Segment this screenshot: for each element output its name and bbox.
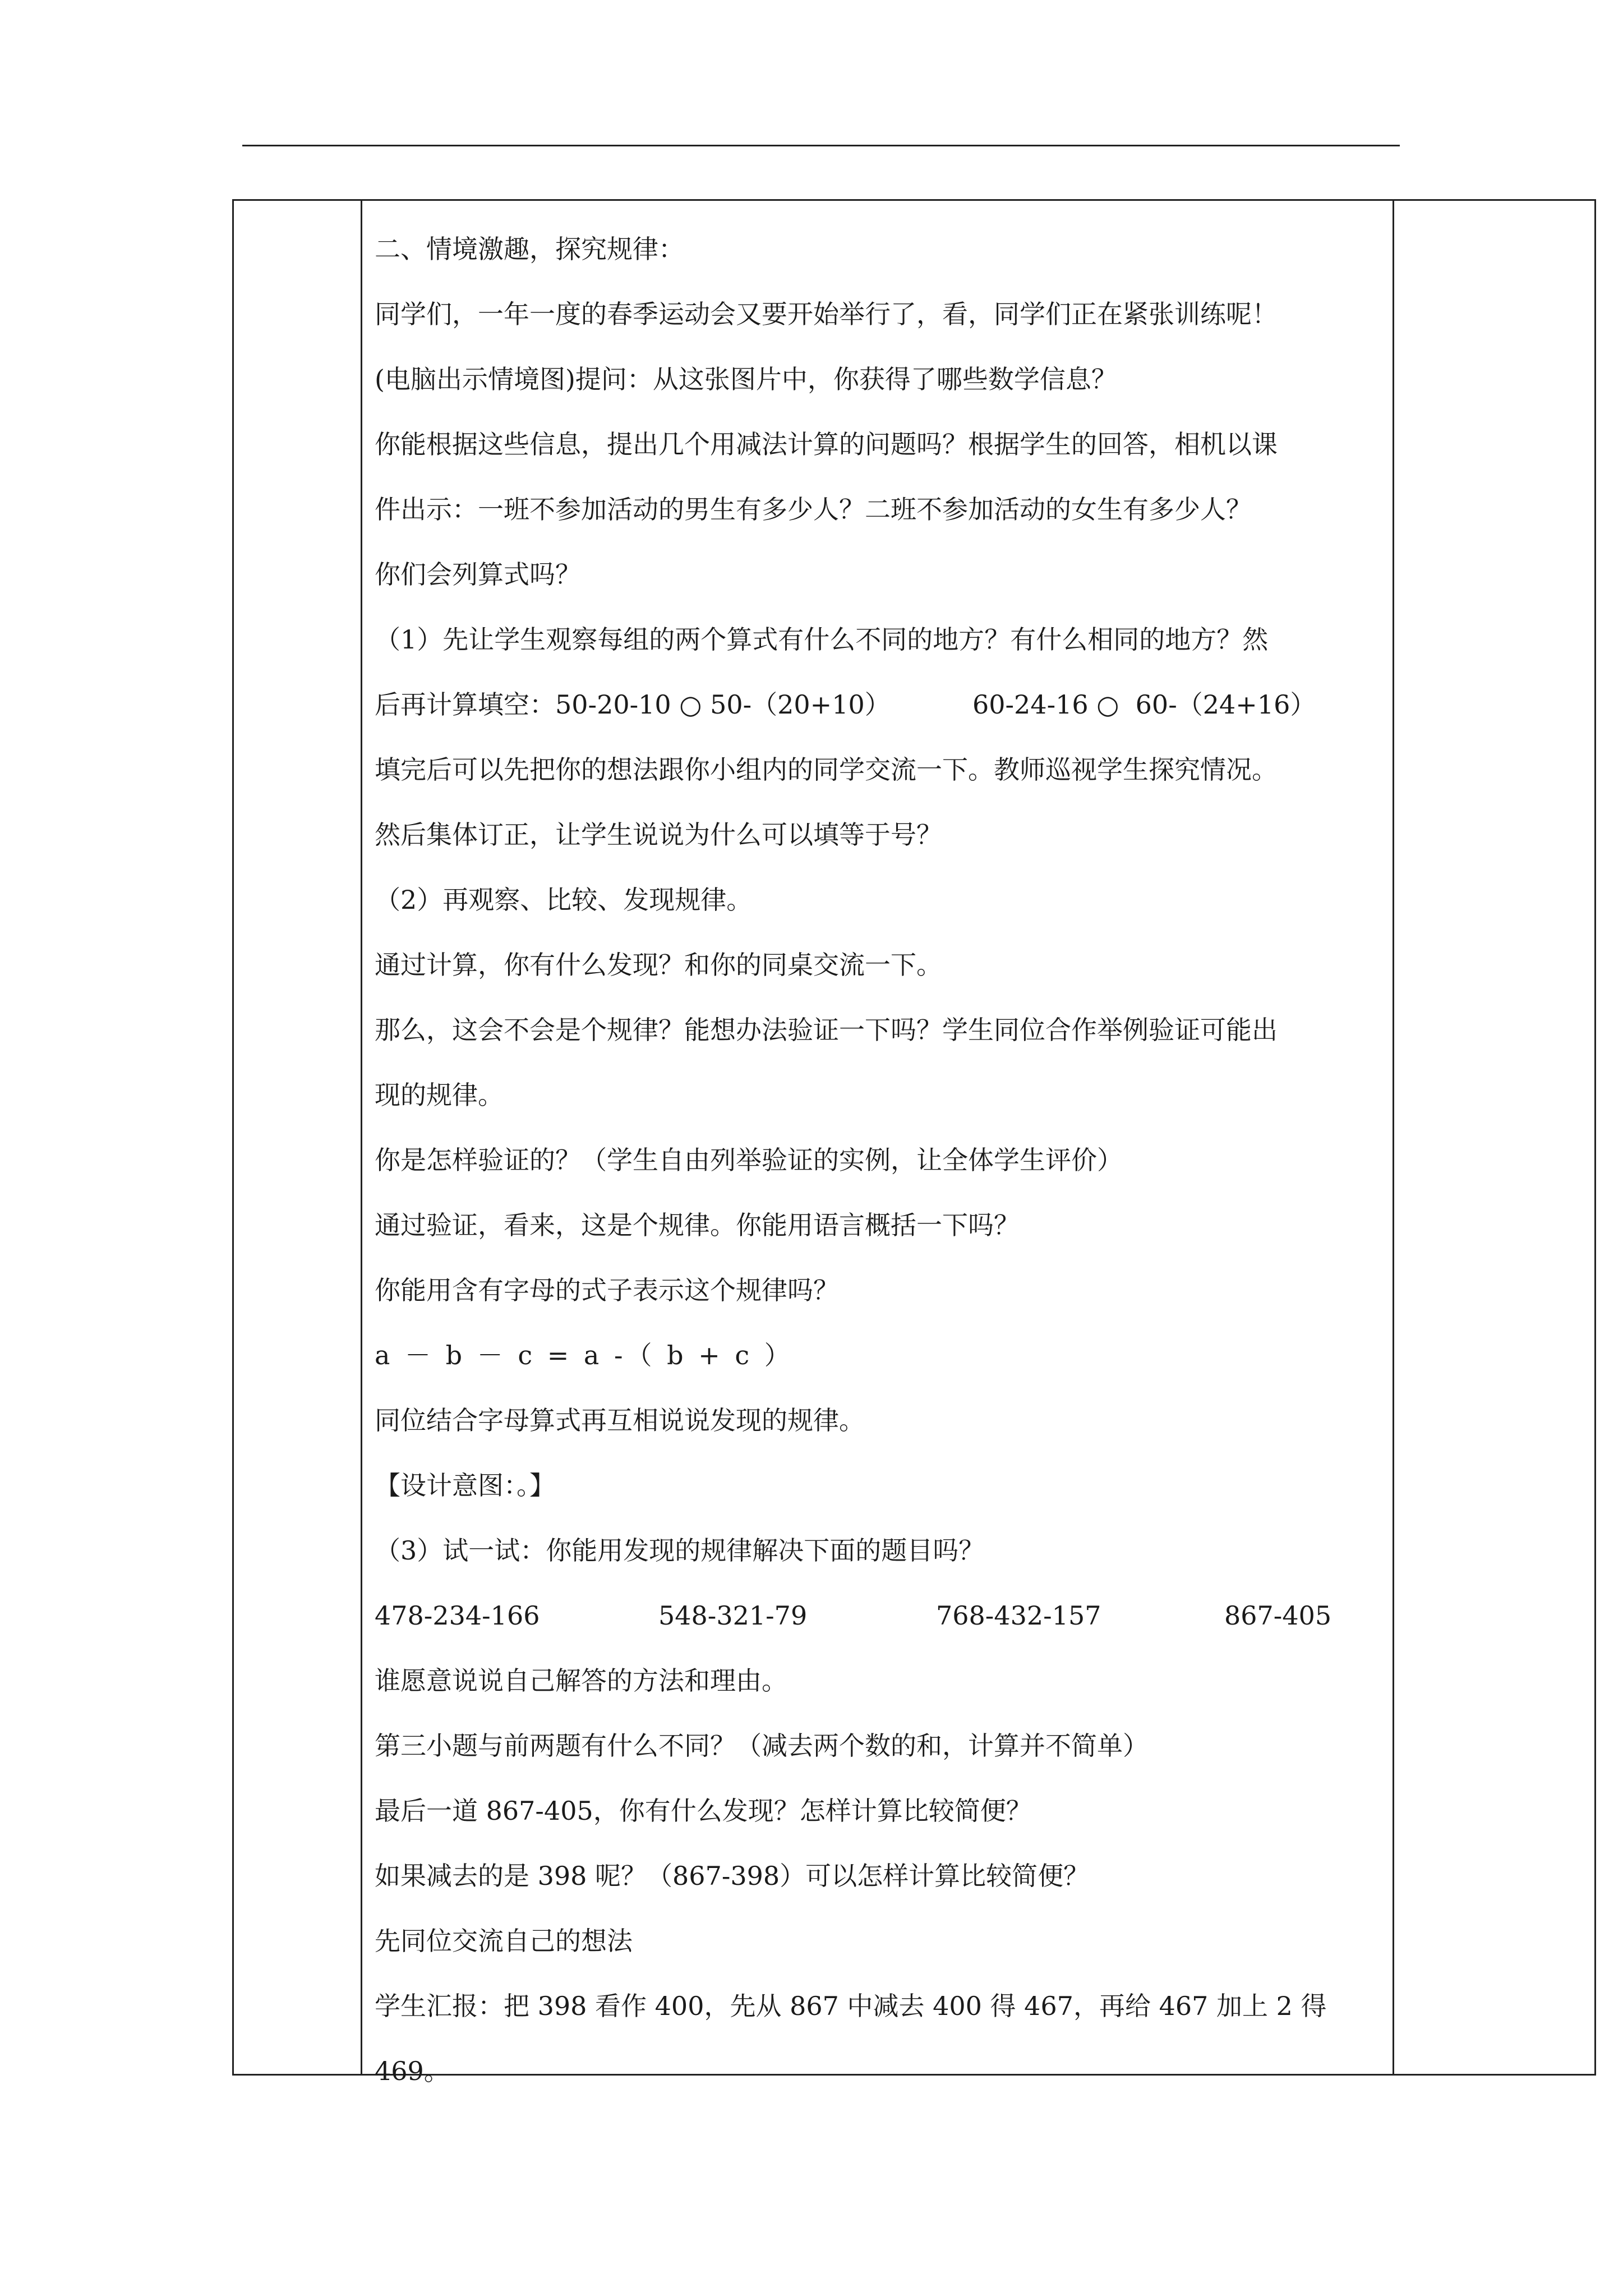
exercise-item: 867-405	[1224, 1600, 1332, 1631]
text-line: 学生汇报：把 398 看作 400，先从 867 中减去 400 得 467，再给 467 加上 2 得	[375, 1991, 1327, 2021]
text-line: 最后一道 867-405，你有什么发现？怎样计算比较简便？	[375, 1796, 1032, 1826]
text-line: 谁愿意说说自己解答的方法和理由。	[375, 1665, 787, 1696]
fill-in-expression-line: 后再计算填空：50-20-10 ○ 50-（20+10） 60-24-16 ○ 60-（24+16）	[375, 689, 1316, 720]
section-heading: 二、情境激趣，探究规律：	[375, 234, 684, 264]
exercise-item: 548-321-79	[658, 1600, 808, 1631]
text-line: 如果减去的是 398 呢？（867-398）可以怎样计算比较简便？	[375, 1861, 1090, 1891]
text-line: 通过验证，看来，这是个规律。你能用语言概括一下吗？	[375, 1210, 1020, 1240]
text-line: 469。	[375, 2056, 450, 2086]
table-left-column	[234, 201, 362, 2074]
text-line: 填完后可以先把你的想法跟你小组内的同学交流一下。教师巡视学生探究情况。	[375, 754, 1278, 785]
text-line: 你能根据这些信息，提出几个用减法计算的问题吗？根据学生的回答，相机以课	[375, 429, 1278, 459]
text-line: 同学们，一年一度的春季运动会又要开始举行了，看，同学们正在紧张训练呢！	[375, 299, 1278, 329]
text-line: （2）再观察、比较、发现规律。	[375, 885, 753, 915]
text-line: 那么，这会不会是个规律？能想办法验证一下吗？学生同位合作举例验证可能出	[375, 1015, 1278, 1045]
text-line: 第三小题与前两题有什么不同？（减去两个数的和，计算并不简单）	[375, 1731, 1149, 1761]
exercise-item: 478-234-166	[375, 1600, 540, 1631]
design-intent-label: 【设计意图：。】	[375, 1470, 555, 1501]
text-line: 现的规律。	[375, 1080, 504, 1110]
exercise-row	[375, 1583, 1393, 1648]
header-rule	[242, 145, 1400, 146]
text-line: 你是怎样验证的？（学生自由列举验证的实例，让全体学生评价）	[375, 1145, 1123, 1175]
text-line: 通过计算，你有什么发现？和你的同桌交流一下。	[375, 950, 942, 980]
exercise-item: 768-432-157	[936, 1600, 1101, 1631]
lesson-table	[232, 199, 1596, 2086]
table-right-column	[1394, 201, 1594, 2074]
letter-formula: a － b － c = a -（ b + c ）	[375, 1340, 794, 1370]
text-line: 件出示：一班不参加活动的男生有多少人？二班不参加活动的女生有多少人？	[375, 494, 1252, 524]
text-line: 同位结合字母算式再互相说说发现的规律。	[375, 1405, 865, 1435]
text-line: 先同位交流自己的想法	[375, 1926, 633, 1956]
text-line: （3）试一试：你能用发现的规律解决下面的题目吗？	[375, 1535, 985, 1566]
table-content-column	[362, 201, 1394, 2086]
text-line: 你能用含有字母的式子表示这个规律吗？	[375, 1275, 839, 1305]
text-line: （1）先让学生观察每组的两个算式有什么不同的地方？有什么相同的地方？然	[375, 624, 1269, 655]
text-line: 然后集体订正，让学生说说为什么可以填等于号？	[375, 820, 942, 850]
text-line: (电脑出示情境图)提问：从这张图片中，你获得了哪些数学信息？	[375, 364, 1117, 394]
text-line: 你们会列算式吗？	[375, 559, 581, 590]
